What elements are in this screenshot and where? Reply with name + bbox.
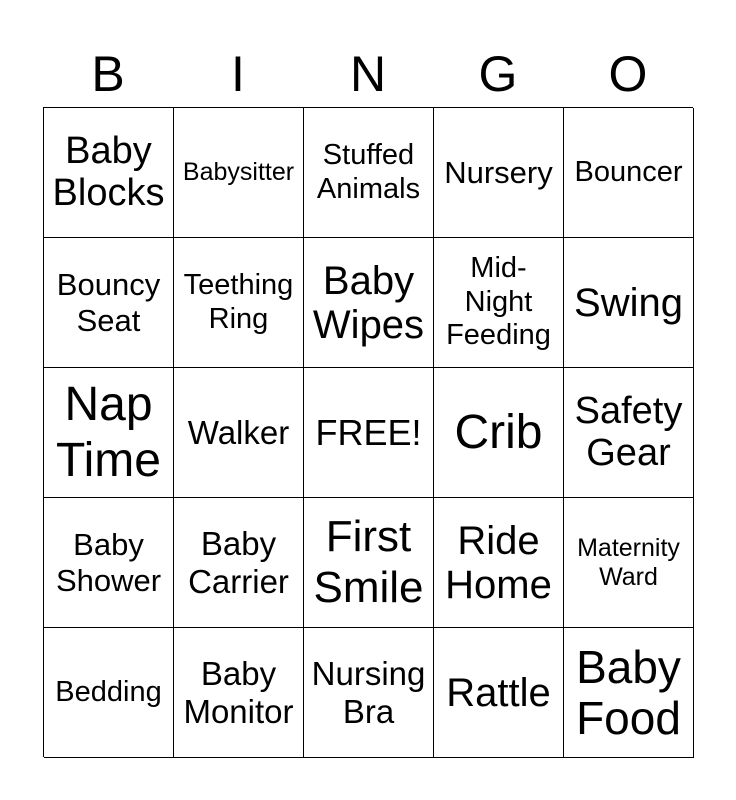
bingo-cell[interactable]: Walker bbox=[174, 368, 304, 498]
bingo-cell[interactable]: Nap Time bbox=[44, 368, 174, 498]
bingo-cell[interactable]: Babysitter bbox=[174, 108, 304, 238]
bingo-cell[interactable]: Teething Ring bbox=[174, 238, 304, 368]
bingo-cell[interactable]: Baby Blocks bbox=[44, 108, 174, 238]
header-letter-i: I bbox=[231, 46, 245, 102]
bingo-cell[interactable]: Maternity Ward bbox=[564, 498, 694, 628]
bingo-cell[interactable]: Stuffed Animals bbox=[304, 108, 434, 238]
header-letter-b: B bbox=[91, 46, 125, 102]
free-space-cell[interactable]: FREE! bbox=[304, 368, 434, 498]
bingo-cell[interactable]: Bouncy Seat bbox=[44, 238, 174, 368]
bingo-cell[interactable]: Swing bbox=[564, 238, 694, 368]
bingo-cell[interactable]: Nursery bbox=[434, 108, 564, 238]
bingo-cell[interactable]: Baby Shower bbox=[44, 498, 174, 628]
bingo-header bbox=[43, 40, 693, 108]
bingo-cell[interactable]: Safety Gear bbox=[564, 368, 694, 498]
bingo-cell[interactable]: Nursing Bra bbox=[304, 628, 434, 758]
bingo-cell[interactable]: Bouncer bbox=[564, 108, 694, 238]
bingo-cell[interactable]: Crib bbox=[434, 368, 564, 498]
bingo-cell[interactable]: Baby Wipes bbox=[304, 238, 434, 368]
bingo-cell[interactable]: Baby Food bbox=[564, 628, 694, 758]
bingo-cell[interactable]: First Smile bbox=[304, 498, 434, 628]
bingo-card-grid bbox=[43, 107, 693, 757]
bingo-cell[interactable]: Ride Home bbox=[434, 498, 564, 628]
bingo-cell[interactable]: Baby Carrier bbox=[174, 498, 304, 628]
bingo-cell[interactable]: Baby Monitor bbox=[174, 628, 304, 758]
bingo-cell[interactable]: Rattle bbox=[434, 628, 564, 758]
header-letter-o: O bbox=[608, 46, 648, 102]
bingo-cell[interactable]: Mid- Night Feeding bbox=[434, 238, 564, 368]
header-letter-g: G bbox=[478, 46, 518, 102]
bingo-cell[interactable]: Bedding bbox=[44, 628, 174, 758]
header-letter-n: N bbox=[349, 46, 387, 102]
